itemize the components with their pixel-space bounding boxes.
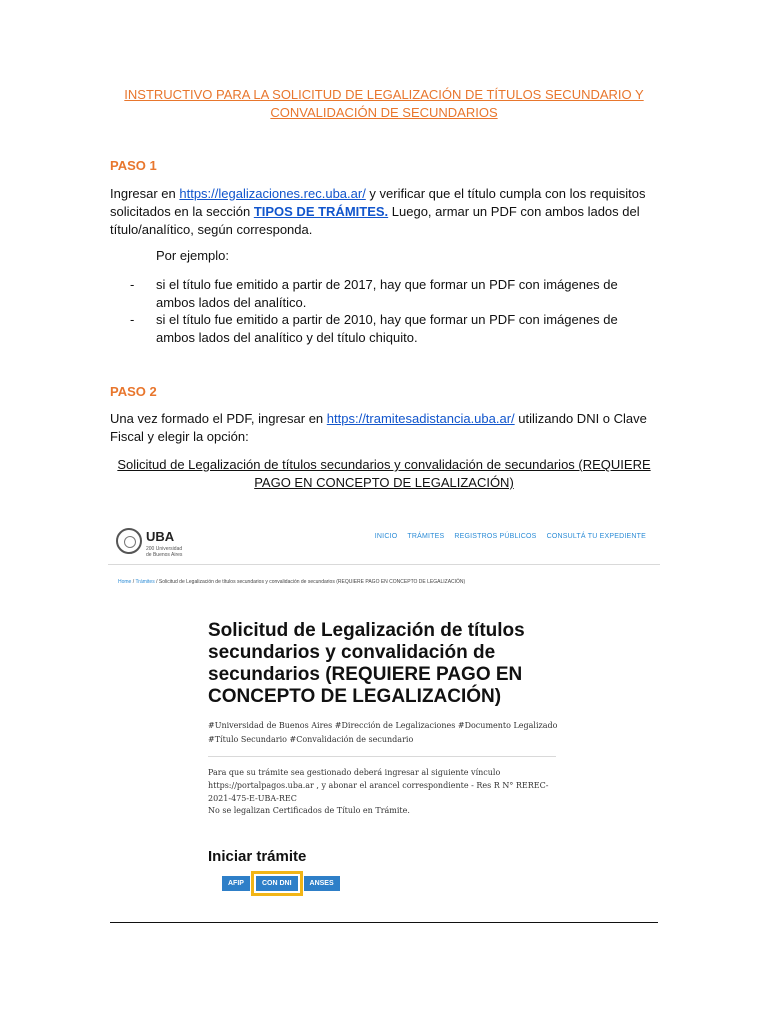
paso2-text-a: Una vez formado el PDF, ingresar en: [110, 411, 327, 426]
paso1-paragraph: [110, 185, 658, 239]
tags: #Universidad de Buenos Aires #Dirección de Legalizaciones #Documento Legalizado #Título Secundario #Convalidación de secundario: [208, 721, 558, 744]
uba-seal-icon: [116, 528, 142, 554]
nav-inicio[interactable]: INICIO: [374, 533, 398, 540]
bullet-text: si el título fue emitido a partir de 2017, hay que formar un PDF con imágenes de ambos lados del analítico.: [156, 277, 618, 310]
bullet-text: si el título fue emitido a partir de 2010, hay que formar un PDF con imágenes de ambos lados del analítico y del título chiquito.: [156, 312, 618, 345]
certificate-note: No se legalizan Certificados de Título en Trámite.: [208, 806, 410, 815]
paso1-heading: PASO 1: [110, 158, 157, 173]
iniciar-heading: Iniciar trámite: [208, 848, 307, 865]
nav-registros[interactable]: REGISTROS PÚBLICOS: [454, 533, 537, 540]
crumb-home[interactable]: Home: [118, 579, 132, 585]
anses-button[interactable]: ANSES: [304, 876, 340, 891]
login-options: [222, 876, 340, 891]
crumb-tramites[interactable]: Trámites: [135, 579, 155, 585]
top-nav: [375, 533, 646, 540]
paso1-text-b: y verificar que el título cumpla con los requisitos solicitados en la sección: [110, 186, 646, 219]
nav-tramites[interactable]: TRÁMITES: [407, 533, 445, 540]
bullet-dash: -: [130, 277, 135, 292]
footer-rule: [110, 922, 658, 923]
divider: [208, 756, 556, 757]
title-line-1: INSTRUCTIVO PARA LA SOLICITUD DE LEGALIZACIÓN DE TÍTULOS SECUNDARIO Y: [124, 87, 644, 102]
option-name: Solicitud de Legalización de títulos secundarios y convalidación de secundarios (REQUIERE PAGO EN CONCEPTO DE LEGALIZACIÓN): [117, 457, 651, 490]
legalizaciones-link[interactable]: https://legalizaciones.rec.uba.ar/: [179, 186, 366, 201]
tipos-de-tramites-link[interactable]: TIPOS DE TRÁMITES.: [253, 204, 389, 219]
paso1-text-c: Luego, armar un PDF con ambos lados del título/analítico, según corresponda.: [110, 204, 640, 237]
nav-consulta[interactable]: CONSULTÁ TU EXPEDIENTE: [546, 533, 646, 540]
afip-button[interactable]: AFIP: [222, 876, 250, 891]
crumb-current: Solicitud de Legalización de títulos secundarios y convalidación de secundarios (REQUIERE PAGO EN CONCEPTO DE LEGALIZACIÓN): [158, 579, 466, 585]
title-line-2: CONVALIDACIÓN DE SECUNDARIOS: [270, 105, 498, 120]
uba-logo: [116, 524, 196, 564]
crumb-sep: /: [156, 579, 158, 585]
document-title: [110, 86, 658, 122]
paso1-text-a: Ingresar en: [110, 186, 180, 201]
paso2-paragraph: [110, 410, 658, 446]
crumb-sep: /: [132, 579, 135, 585]
paso2-text-b: utilizando DNI o Clave Fiscal y elegir la opción:: [110, 411, 647, 444]
paso2-heading: PASO 2: [110, 384, 157, 399]
payment-note: Para que su trámite sea gestionado deberá ingresar al siguiente vínculo https://portalpagos.uba.ar , y abonar el arancel correspondiente - Res R N° REREC-2021-475-E-UBA-REC: [208, 768, 549, 803]
divider: [108, 564, 660, 565]
con-dni-button[interactable]: CON DNI: [256, 876, 298, 891]
tramites-distancia-link[interactable]: https://tramitesadistancia.uba.ar/: [326, 411, 515, 426]
page-title: Solicitud de Legalización de títulos secundarios y convalidación de secundarios (REQUIERE PAGO EN CONCEPTO DE LEGALIZACIÓN): [208, 620, 525, 707]
breadcrumb: [118, 579, 465, 585]
logo-subtitle: 200 Universidad de Buenos Aires: [146, 546, 183, 558]
example-label: Por ejemplo:: [156, 248, 229, 263]
bullet-dash: -: [130, 312, 135, 327]
logo-text: UBA: [146, 529, 175, 544]
embedded-screenshot: [108, 516, 660, 896]
